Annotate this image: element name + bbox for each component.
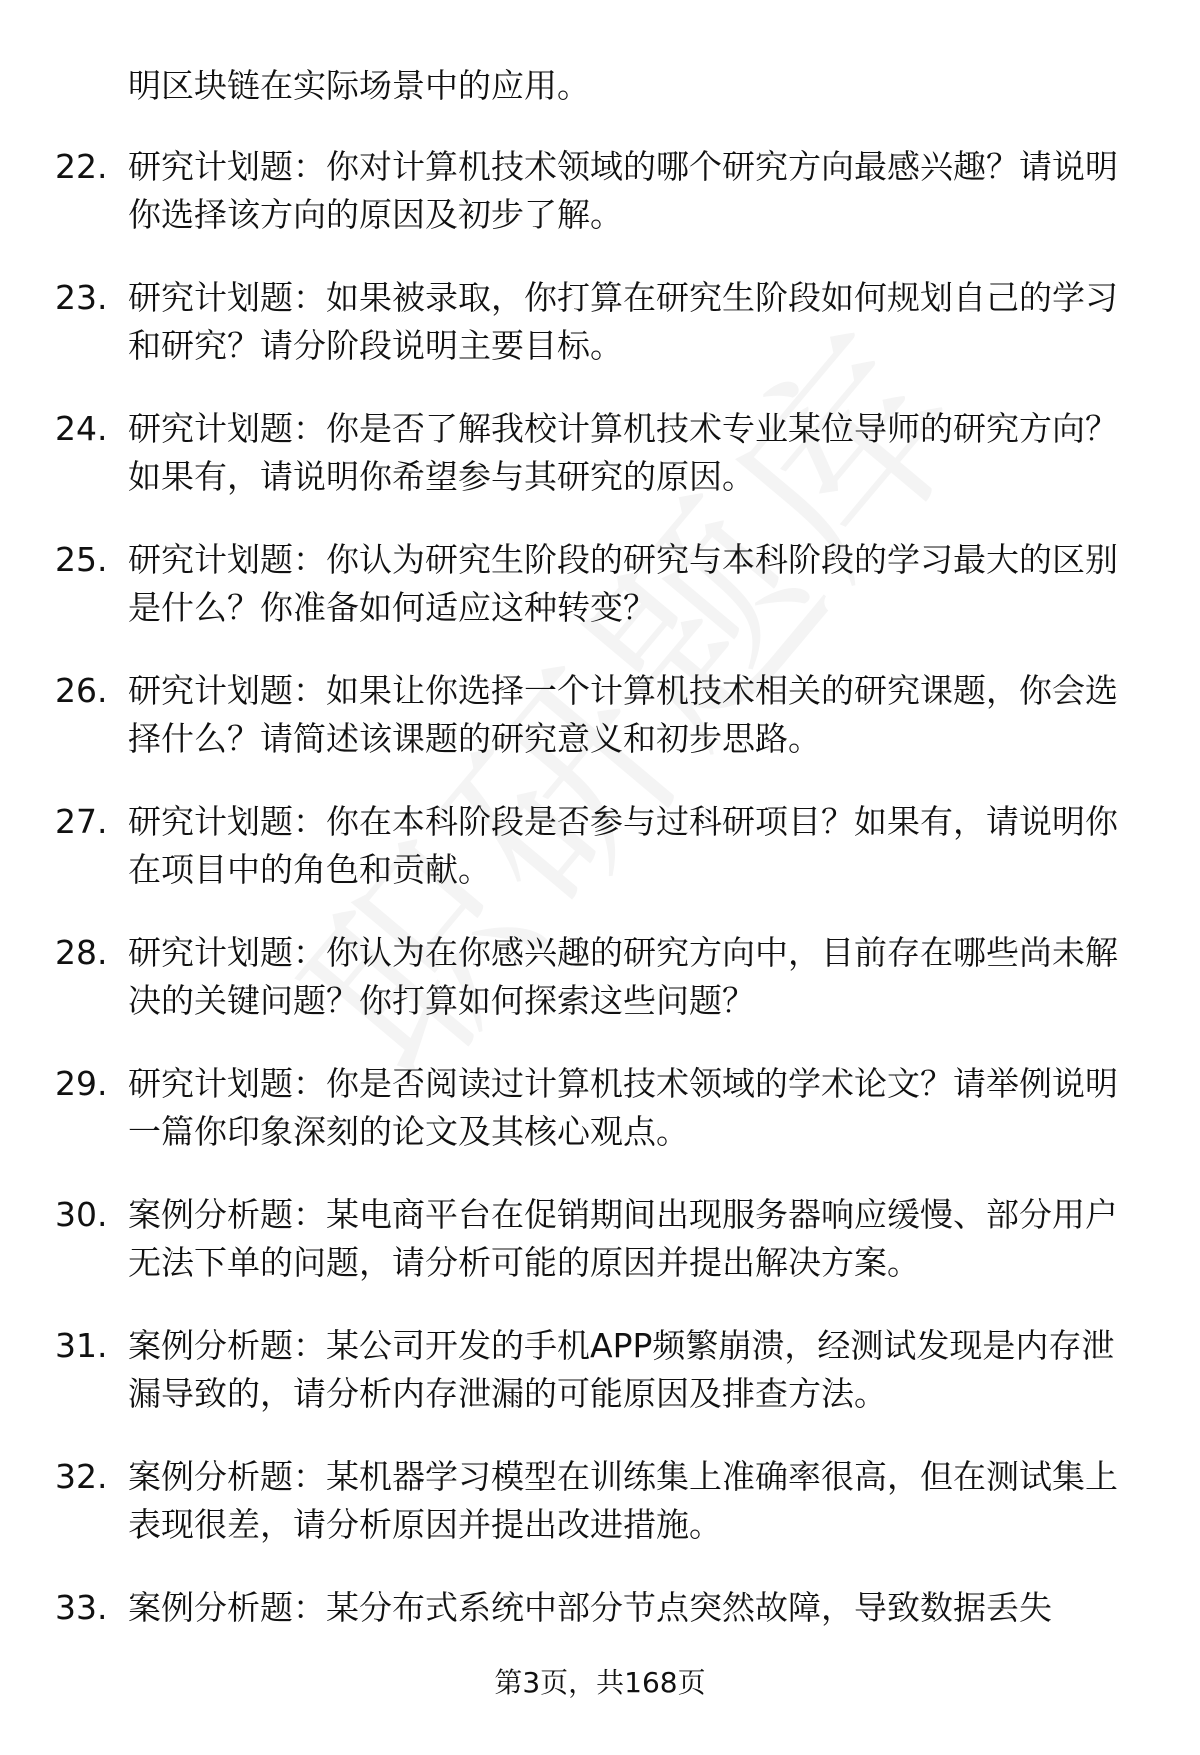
question-item xyxy=(0,274,1138,370)
question-text: 案例分析题：某电商平台在促销期间出现服务器响应缓慢、部分用户无法下单的问题，请分析可能的原因并提出解决方案。 xyxy=(128,1195,1118,1282)
question-number: 26. xyxy=(55,671,108,710)
question-text: 案例分析题：某公司开发的手机APP频繁崩溃，经测试发现是内存泄漏导致的，请分析内存泄漏的可能原因及排查方法。 xyxy=(128,1326,1115,1413)
question-number: 29. xyxy=(55,1064,108,1103)
question-list xyxy=(0,143,1200,1667)
question-number: 25. xyxy=(55,540,108,579)
question-number: 27. xyxy=(55,802,108,841)
question-text: 研究计划题：你对计算机技术领域的哪个研究方向最感兴趣？请说明你选择该方向的原因及初步了解。 xyxy=(128,147,1118,234)
question-number: 24. xyxy=(55,409,108,448)
question-item xyxy=(0,1191,1138,1287)
question-text: 研究计划题：如果让你选择一个计算机技术相关的研究课题，你会选择什么？请简述该课题的研究意义和初步思路。 xyxy=(128,671,1118,758)
question-item xyxy=(0,798,1138,894)
page-footer: 第3页，共168页 xyxy=(494,1666,706,1699)
question-text: 研究计划题：你在本科阶段是否参与过科研项目？如果有，请说明你在项目中的角色和贡献。 xyxy=(128,802,1118,889)
question-item xyxy=(0,536,1138,632)
question-text: 研究计划题：你认为研究生阶段的研究与本科阶段的学习最大的区别是什么？你准备如何适应这种转变？ xyxy=(128,540,1118,627)
question-text: 研究计划题：你认为在你感兴趣的研究方向中，目前存在哪些尚未解决的关键问题？你打算如何探索这些问题？ xyxy=(128,933,1118,1020)
question-text: 研究计划题：如果被录取，你打算在研究生阶段如何规划自己的学习和研究？请分阶段说明主要目标。 xyxy=(128,278,1118,365)
question-text: 研究计划题：你是否阅读过计算机技术领域的学术论文？请举例说明一篇你印象深刻的论文及其核心观点。 xyxy=(128,1064,1118,1151)
question-item xyxy=(0,405,1138,501)
continuation-text: 明区块链在实际场景中的应用。 xyxy=(128,66,590,105)
question-number: 31. xyxy=(55,1326,108,1365)
question-text: 案例分析题：某机器学习模型在训练集上准确率很高，但在测试集上表现很差，请分析原因并提出改进措施。 xyxy=(128,1457,1118,1544)
question-item xyxy=(0,143,1138,239)
question-text: 案例分析题：某分布式系统中部分节点突然故障，导致数据丢失 xyxy=(128,1588,1052,1627)
question-item xyxy=(0,667,1138,763)
question-number: 23. xyxy=(55,278,108,317)
question-item xyxy=(0,1060,1138,1156)
question-item xyxy=(0,1322,1138,1418)
question-item xyxy=(0,929,1138,1025)
question-item xyxy=(0,1453,1138,1549)
question-item xyxy=(0,1584,1138,1632)
question-number: 32. xyxy=(55,1457,108,1496)
question-number: 22. xyxy=(55,147,108,186)
question-text: 研究计划题：你是否了解我校计算机技术专业某位导师的研究方向？如果有，请说明你希望参与其研究的原因。 xyxy=(128,409,1118,496)
question-number: 28. xyxy=(55,933,108,972)
question-number: 30. xyxy=(55,1195,108,1234)
question-number: 33. xyxy=(55,1588,108,1627)
